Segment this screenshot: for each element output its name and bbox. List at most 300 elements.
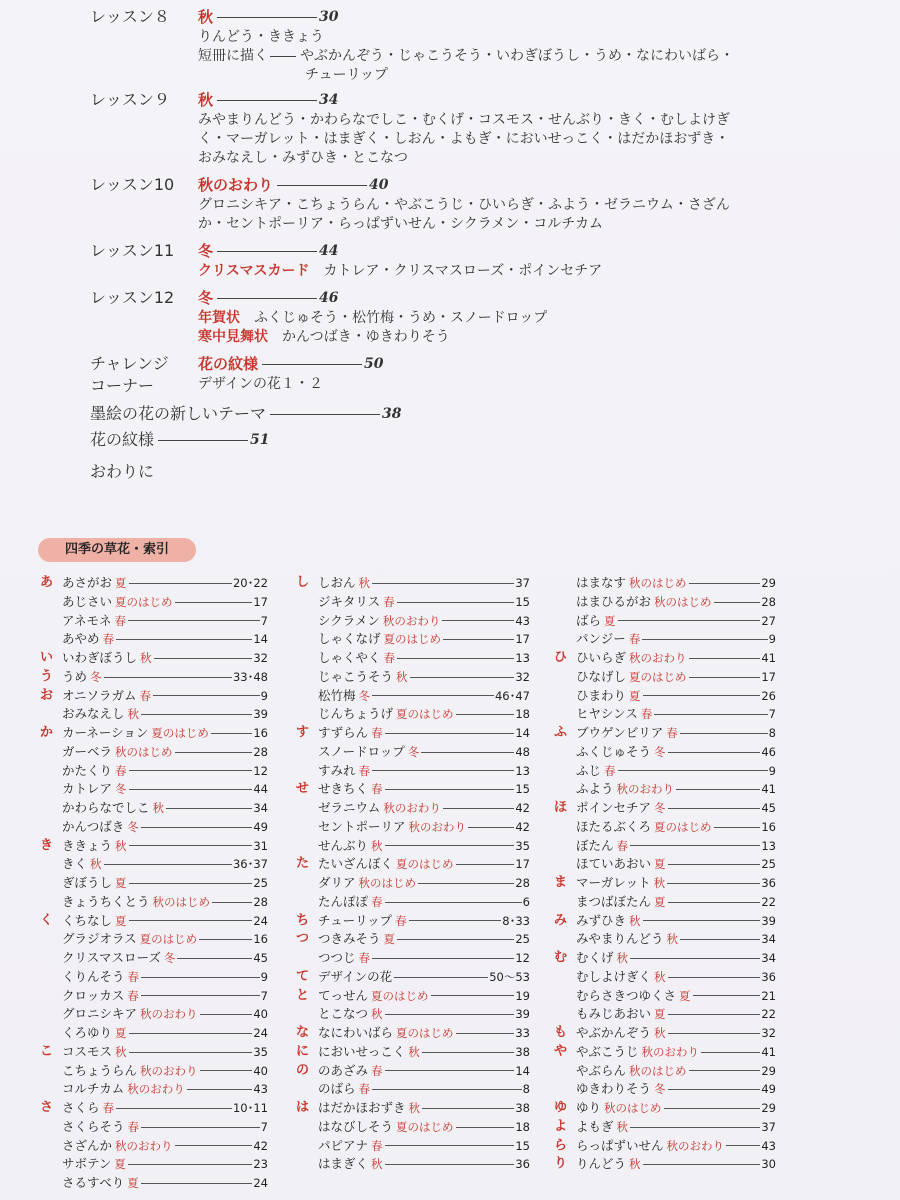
lesson-sub-row bbox=[198, 328, 890, 347]
index-row bbox=[40, 668, 268, 687]
index-row bbox=[554, 1080, 776, 1099]
index-row bbox=[40, 762, 268, 781]
index-row bbox=[554, 724, 776, 743]
challenge-line: デザインの花１・２ bbox=[198, 376, 324, 392]
index-row bbox=[296, 987, 530, 1006]
index-page-number: 29 bbox=[761, 576, 776, 590]
index-plant-name: あじさい bbox=[62, 593, 113, 609]
table-of-contents bbox=[90, 6, 890, 487]
index-season: 秋 bbox=[90, 857, 102, 872]
index-entry bbox=[318, 1080, 530, 1099]
index-season: 秋 bbox=[140, 651, 152, 665]
leader-line bbox=[141, 1127, 260, 1128]
index-entry bbox=[62, 799, 268, 818]
index-season: 夏のはじめ bbox=[371, 988, 429, 1003]
leader-line bbox=[385, 845, 515, 846]
page-number: 30 bbox=[319, 9, 339, 25]
index-plant-name: くりんそう bbox=[62, 968, 125, 984]
index-page-number: 40 bbox=[253, 1063, 268, 1078]
leader-line bbox=[668, 977, 761, 978]
page-number: 40 bbox=[369, 177, 389, 193]
sub-continuation: チューリップ bbox=[305, 67, 389, 83]
leader-line bbox=[385, 902, 522, 903]
index-season: 秋 bbox=[654, 1026, 666, 1040]
index-page-number: 14 bbox=[515, 726, 530, 740]
index-season: 春 bbox=[371, 1063, 383, 1078]
index-entry bbox=[62, 930, 268, 949]
index-row bbox=[40, 1099, 268, 1118]
index-page-number: 17 bbox=[515, 857, 530, 872]
index-season: 冬 bbox=[654, 1082, 666, 1097]
misc-entry bbox=[90, 403, 890, 425]
index-plant-name: ゆり bbox=[576, 1100, 602, 1115]
index-page-number: 7 bbox=[260, 988, 268, 1003]
index-page-number: 37 bbox=[515, 576, 530, 590]
index-page-number: 7 bbox=[260, 613, 268, 628]
index-season: 春 bbox=[383, 594, 395, 609]
index-entry bbox=[62, 1118, 268, 1137]
index-page-number: 45 bbox=[761, 801, 776, 815]
index-season: 夏のはじめ bbox=[396, 1026, 454, 1040]
index-season: 秋のおわり bbox=[408, 819, 467, 834]
index-season: 夏 bbox=[383, 932, 396, 947]
leader-line bbox=[129, 770, 253, 771]
index-season: 春 bbox=[358, 763, 371, 778]
leader-line bbox=[372, 695, 494, 696]
challenge-name-line2: コーナー bbox=[90, 376, 155, 395]
index-plant-name: ひいらぎ bbox=[576, 650, 627, 665]
index-row bbox=[40, 630, 268, 649]
index-row bbox=[554, 818, 776, 837]
index-entry bbox=[62, 855, 268, 874]
leader-line bbox=[372, 1089, 522, 1090]
index-page-number: 15 bbox=[515, 782, 530, 797]
index-entry bbox=[62, 743, 268, 762]
index-row bbox=[554, 1024, 776, 1043]
index-kana-header: ら bbox=[554, 1137, 568, 1153]
leader-line bbox=[689, 1070, 761, 1071]
index-season: 秋 bbox=[408, 1101, 421, 1115]
index-entry bbox=[318, 893, 530, 912]
index-column-2 bbox=[296, 574, 530, 1174]
leader-line bbox=[668, 1014, 761, 1015]
index-plant-name: ガーベラ bbox=[62, 743, 113, 759]
index-plant-name: ほたるぶくろ bbox=[576, 818, 652, 834]
index-row bbox=[554, 912, 776, 931]
index-row bbox=[554, 1118, 776, 1137]
index-plant-name: つきみそう bbox=[318, 931, 381, 947]
index-page-number: 41 bbox=[761, 651, 776, 665]
index-season: 秋 bbox=[616, 951, 629, 965]
index-row bbox=[296, 1005, 530, 1024]
index-plant-name: しゃくなげ bbox=[318, 631, 381, 647]
index-entry bbox=[576, 1137, 776, 1156]
index-plant-name: ふくじゅそう bbox=[576, 743, 652, 759]
index-season: 秋のおわり bbox=[666, 1138, 725, 1153]
index-plant-name: みやまりんどう bbox=[576, 931, 664, 947]
index-plant-name: クリスマスローズ bbox=[62, 950, 161, 965]
index-entry bbox=[318, 968, 530, 987]
sub-label: 寒中見舞状 bbox=[198, 329, 268, 345]
lesson-body bbox=[198, 287, 890, 347]
leader-line bbox=[116, 639, 252, 640]
index-plant-name: よもぎ bbox=[576, 1118, 614, 1134]
index-row bbox=[296, 1043, 530, 1062]
index-row bbox=[554, 930, 776, 949]
index-season: 秋 bbox=[616, 1119, 629, 1134]
index-entry bbox=[62, 1005, 268, 1024]
index-page-number: 36･37 bbox=[232, 857, 268, 872]
index-row bbox=[296, 687, 530, 706]
index-page-number: 50～53 bbox=[489, 969, 530, 984]
index-season: 春 bbox=[604, 763, 616, 778]
index-page-number: 7 bbox=[768, 707, 776, 722]
index-row bbox=[296, 874, 530, 893]
index-page-number: 25 bbox=[761, 857, 776, 872]
index-kana-header: て bbox=[296, 968, 310, 984]
index-season: 秋のおわり bbox=[641, 1044, 700, 1059]
leader-line bbox=[643, 695, 761, 696]
index-kana-header: ふ bbox=[554, 725, 568, 740]
index-row bbox=[296, 574, 530, 593]
index-season: 冬 bbox=[90, 669, 102, 684]
index-row bbox=[296, 930, 530, 949]
lesson-title: 秋のおわり bbox=[198, 176, 274, 194]
index-row bbox=[296, 1062, 530, 1081]
leader-line bbox=[667, 883, 760, 884]
index-row bbox=[554, 593, 776, 612]
leader-line bbox=[630, 958, 760, 959]
index-entry bbox=[318, 743, 530, 762]
index-kana-header: ゆ bbox=[554, 1100, 568, 1115]
index-season: 春 bbox=[395, 913, 407, 928]
leader-line bbox=[175, 1145, 253, 1146]
sub-text: かんつばき・ゆきわりそう bbox=[282, 329, 450, 345]
leader-line bbox=[422, 1052, 515, 1053]
index-entry bbox=[318, 855, 530, 874]
leader-line bbox=[277, 185, 367, 186]
index-season: 春 bbox=[102, 632, 115, 647]
challenge-title-row bbox=[198, 353, 890, 375]
lesson-title: 秋 bbox=[198, 8, 214, 26]
index-page-number: 43 bbox=[515, 613, 530, 628]
index-row bbox=[40, 687, 268, 706]
lesson-entry bbox=[90, 89, 890, 168]
index-plant-name: セントポーリア bbox=[318, 818, 406, 834]
index-page-number: 42 bbox=[515, 801, 530, 815]
index-plant-name: マーガレット bbox=[576, 875, 651, 890]
lesson-title: 冬 bbox=[198, 242, 214, 260]
index-row bbox=[296, 1118, 530, 1137]
index-row bbox=[296, 724, 530, 743]
index-entry bbox=[62, 1137, 268, 1156]
leader-line bbox=[689, 677, 761, 678]
index-plant-name: ゼラニウム bbox=[318, 800, 381, 815]
index-row bbox=[40, 1080, 268, 1099]
index-season: 秋のはじめ bbox=[604, 1101, 662, 1115]
index-kana-header: う bbox=[40, 668, 54, 684]
index-entry bbox=[318, 705, 530, 724]
index-entry bbox=[576, 743, 776, 762]
index-row bbox=[296, 837, 530, 856]
index-plant-name: こちょうらん bbox=[62, 1062, 138, 1078]
index-entry bbox=[318, 949, 530, 968]
index-plant-name: ポインセチア bbox=[576, 800, 652, 815]
index-row bbox=[296, 912, 530, 931]
leader-line bbox=[714, 827, 761, 828]
leader-line bbox=[153, 695, 260, 696]
index-plant-name: まつばぼたん bbox=[576, 893, 652, 909]
index-kana-header: す bbox=[296, 725, 310, 740]
index-season: 秋のおわり bbox=[616, 782, 675, 797]
leader-line bbox=[116, 1108, 232, 1109]
index-row bbox=[554, 855, 776, 874]
index-kana-header: と bbox=[296, 987, 310, 1003]
index-page-number: 35 bbox=[253, 1044, 268, 1059]
index-plant-name: しゃくやく bbox=[318, 650, 381, 665]
index-plant-name: らっぱずいせん bbox=[576, 1137, 664, 1153]
lesson-title: 秋 bbox=[198, 91, 214, 109]
lesson-entry bbox=[90, 6, 890, 85]
lesson-name: レッスン12 bbox=[90, 288, 175, 307]
index-plant-name: じんちょうげ bbox=[318, 706, 394, 722]
index-page-number: 30 bbox=[761, 1157, 776, 1172]
index-entry bbox=[318, 837, 530, 856]
index-plant-name: あやめ bbox=[62, 631, 100, 647]
index-page-number: 24 bbox=[253, 913, 268, 928]
index-row bbox=[296, 855, 530, 874]
index-row bbox=[40, 799, 268, 818]
index-page-number: 24 bbox=[253, 1176, 268, 1190]
index-kana-header: み bbox=[554, 912, 568, 928]
index-plant-name: シクラメン bbox=[318, 612, 380, 628]
index-page-number: 22 bbox=[761, 894, 776, 909]
index-kana-header: は bbox=[296, 1100, 310, 1115]
index-season: 春 bbox=[371, 1138, 383, 1153]
index-row bbox=[40, 874, 268, 893]
index-plant-name: はまひるがお bbox=[576, 593, 652, 609]
index-plant-name: てっせん bbox=[318, 987, 369, 1003]
index-season: 秋 bbox=[371, 838, 383, 853]
index-entry bbox=[62, 574, 268, 593]
index-plant-name: ばら bbox=[576, 612, 602, 628]
index-page-number: 13 bbox=[515, 763, 530, 778]
leader-line bbox=[431, 995, 515, 996]
leader-line bbox=[680, 733, 768, 734]
index-row bbox=[554, 1062, 776, 1081]
index-page-number: 43 bbox=[253, 1082, 268, 1097]
index-kana-header: く bbox=[40, 912, 54, 928]
leader-line bbox=[668, 752, 761, 753]
index-entry bbox=[318, 1155, 530, 1174]
leader-line bbox=[664, 1108, 761, 1109]
index-entry bbox=[318, 1024, 530, 1043]
index-plant-name: はだかほおずき bbox=[318, 1100, 406, 1115]
index-row bbox=[296, 649, 530, 668]
leader-line bbox=[693, 995, 761, 996]
leader-line bbox=[456, 864, 515, 865]
leader-line bbox=[618, 620, 761, 621]
leader-line bbox=[212, 902, 252, 903]
leader-line bbox=[141, 827, 253, 828]
index-entry bbox=[576, 780, 776, 799]
index-row bbox=[40, 930, 268, 949]
index-season: 秋 bbox=[654, 969, 666, 984]
page-number: 38 bbox=[382, 406, 402, 422]
lesson-entry bbox=[90, 287, 890, 347]
index-entry bbox=[576, 1024, 776, 1043]
index-page-number: 28 bbox=[515, 876, 530, 890]
index-plant-name: とこなつ bbox=[318, 1006, 369, 1022]
index-row bbox=[554, 1005, 776, 1024]
index-plant-name: はまなす bbox=[576, 575, 627, 590]
index-page-number: 39 bbox=[761, 913, 776, 928]
lesson-body bbox=[198, 240, 890, 281]
index-kana-header: せ bbox=[296, 781, 310, 797]
index-kana-header: む bbox=[554, 950, 568, 965]
index-plant-name: くちなし bbox=[62, 912, 113, 928]
index-row bbox=[296, 780, 530, 799]
index-season: 秋 bbox=[629, 913, 641, 928]
index-row bbox=[554, 987, 776, 1006]
index-page-number: 26 bbox=[761, 688, 776, 703]
lesson-name: レッスン10 bbox=[90, 175, 175, 194]
leader-line bbox=[129, 789, 253, 790]
index-row bbox=[554, 874, 776, 893]
index-entry bbox=[62, 912, 268, 931]
index-plant-name: うめ bbox=[62, 668, 88, 684]
index-plant-name: ひまわり bbox=[576, 687, 627, 703]
index-entry bbox=[62, 818, 268, 837]
index-season: 夏 bbox=[127, 1176, 139, 1190]
leader-line bbox=[141, 977, 260, 978]
index-page-number: 17 bbox=[761, 669, 776, 684]
index-page-number: 17 bbox=[515, 632, 530, 647]
index-page-number: 32 bbox=[515, 669, 530, 684]
lesson-title-row bbox=[198, 6, 890, 28]
index-season: 秋 bbox=[358, 576, 371, 590]
index-season: 冬 bbox=[358, 688, 371, 703]
index-plant-name: じゃこうそう bbox=[318, 668, 394, 684]
index-season: 春 bbox=[127, 1119, 140, 1134]
index-entry bbox=[318, 724, 530, 743]
index-plant-name: クロッカス bbox=[62, 987, 125, 1003]
index-row bbox=[40, 612, 268, 631]
index-row bbox=[40, 593, 268, 612]
index-entry bbox=[318, 912, 530, 931]
lesson-entry bbox=[90, 174, 890, 234]
index-season: 秋 bbox=[666, 932, 679, 947]
index-page-number: 21 bbox=[761, 988, 776, 1003]
index-entry bbox=[62, 612, 268, 631]
index-entry bbox=[62, 1155, 268, 1174]
index-row bbox=[554, 668, 776, 687]
lesson-name: レッスン８ bbox=[90, 7, 170, 26]
index-entry bbox=[576, 949, 776, 968]
index-season: 夏のはじめ bbox=[115, 594, 173, 609]
index-row bbox=[554, 1043, 776, 1062]
index-plant-name: せんぶり bbox=[318, 837, 369, 853]
index-row bbox=[296, 799, 530, 818]
index-entry bbox=[62, 1062, 268, 1081]
index-plant-name: むしよけぎく bbox=[576, 968, 652, 984]
sub-text: やぶかんぞう・じゃこうそう・いわぎぼうし・うめ・なにわいばら・ bbox=[300, 48, 734, 64]
index-entry bbox=[62, 593, 268, 612]
index-plant-name: しおん bbox=[318, 575, 356, 590]
leader-line bbox=[200, 1070, 253, 1071]
index-season: 秋のはじめ bbox=[629, 1063, 687, 1078]
index-season: 春 bbox=[127, 969, 140, 984]
index-plant-name: さざんか bbox=[62, 1137, 113, 1153]
index-entry bbox=[576, 1043, 776, 1062]
lesson-sub-row bbox=[198, 262, 890, 281]
index-season: 秋 bbox=[629, 1157, 641, 1172]
index-plant-name: きく bbox=[62, 856, 88, 872]
leader-line bbox=[187, 1089, 253, 1090]
lesson-name: レッスン９ bbox=[90, 90, 170, 109]
index-entry bbox=[576, 630, 776, 649]
leader-line bbox=[217, 100, 317, 101]
leader-line bbox=[128, 1164, 252, 1165]
leader-line bbox=[141, 714, 252, 715]
lesson-body bbox=[198, 174, 890, 234]
index-season: 夏 bbox=[115, 1026, 127, 1040]
index-row bbox=[40, 968, 268, 987]
sub-text: カトレア・クリスマスローズ・ポインセチア bbox=[323, 263, 603, 279]
index-entry bbox=[576, 1118, 776, 1137]
index-page-number: 17 bbox=[253, 594, 268, 609]
misc-text: 墨絵の花の新しいテーマ bbox=[90, 404, 267, 423]
index-page-number: 18 bbox=[515, 1119, 530, 1134]
index-row bbox=[40, 705, 268, 724]
index-page-number: 15 bbox=[515, 594, 530, 609]
index-kana-header: か bbox=[40, 725, 54, 740]
leader-line bbox=[726, 1145, 760, 1146]
index-plant-name: おみなえし bbox=[62, 706, 125, 722]
index-page-number: 37 bbox=[761, 1119, 776, 1134]
index-page-number: 19 bbox=[515, 988, 530, 1003]
index-season: 冬 bbox=[654, 744, 666, 759]
index-entry bbox=[576, 893, 776, 912]
index-season: 秋 bbox=[653, 876, 666, 890]
index-plant-name: あさがお bbox=[62, 575, 113, 590]
index-row bbox=[40, 837, 268, 856]
index-entry bbox=[576, 724, 776, 743]
index-entry bbox=[62, 968, 268, 987]
index-plant-name: のばら bbox=[318, 1081, 356, 1097]
index-plant-name: グラジオラス bbox=[62, 931, 137, 947]
index-plant-name: つつじ bbox=[318, 950, 356, 965]
index-plant-name: ふよう bbox=[576, 781, 614, 797]
leader-line bbox=[397, 602, 515, 603]
index-page-number: 40 bbox=[253, 1007, 268, 1022]
index-row bbox=[296, 1080, 530, 1099]
index-page-number: 28 bbox=[761, 594, 776, 609]
index-page-number: 9 bbox=[260, 688, 268, 703]
index-entry bbox=[576, 762, 776, 781]
page-number: 51 bbox=[250, 432, 270, 448]
index-row bbox=[40, 1024, 268, 1043]
index-plant-name: カトレア bbox=[62, 781, 113, 797]
index-plant-name: パンジー bbox=[576, 631, 626, 647]
index-page-number: 39 bbox=[253, 707, 268, 722]
leader-line bbox=[141, 1183, 253, 1184]
leader-line bbox=[394, 977, 488, 978]
index-plant-name: ブウゲンビリア bbox=[576, 725, 664, 740]
leader-line bbox=[668, 1089, 761, 1090]
index-page-number: 34 bbox=[761, 951, 776, 965]
index-row bbox=[554, 1155, 776, 1174]
